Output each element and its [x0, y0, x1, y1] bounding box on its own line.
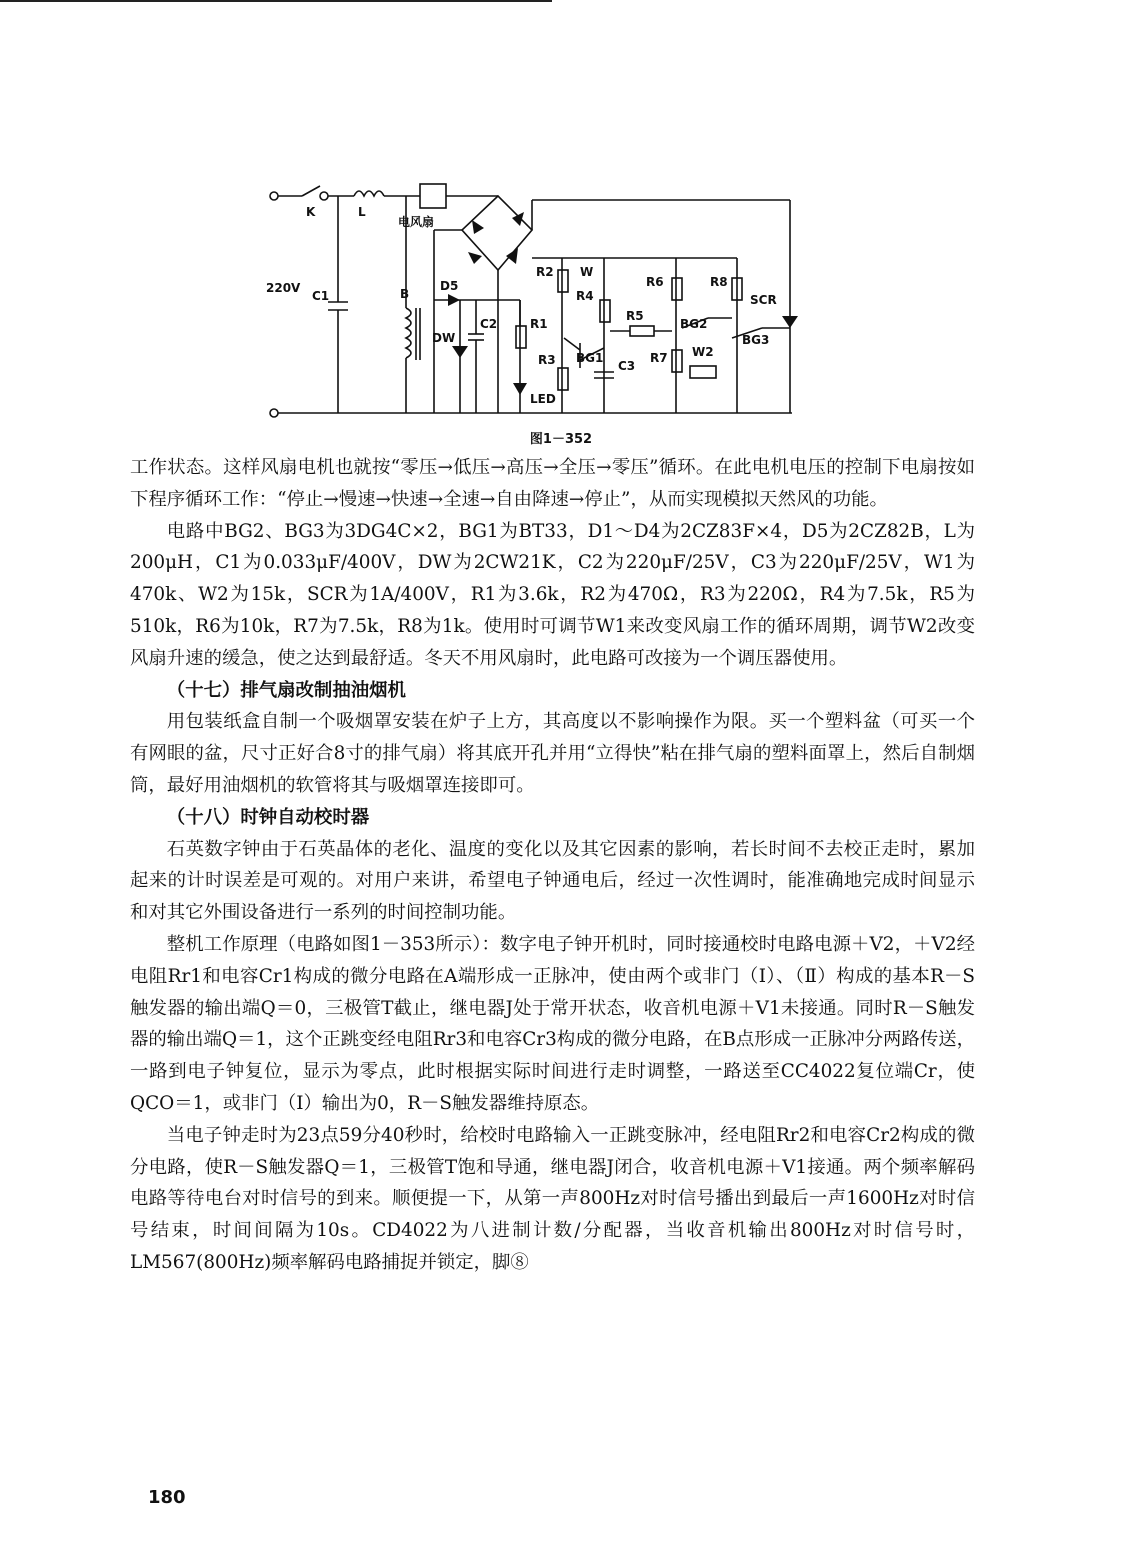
label-d5: D5	[440, 279, 459, 293]
label-c2: C2	[480, 317, 498, 331]
label-r1: R1	[530, 317, 548, 331]
paragraph: 当电子钟走时为23点59分40秒时，给校时电路输入一正跳变脉冲，经电阻Rr2和电容Cr2构成的微分电路，使R－S触发器Q＝1，三极管T饱和导通，继电器J闭合，收音机电源＋V1接通。两个频率解码电路等待电台对时信号的到来。顺便提一下，从第一声800Hz对时信号播出到最后一声1600Hz对时信号结束，时间间隔为10s。CD4022为八进制计数/分配器，当收音机输出800Hz对时信号时，LM567(800Hz)频率解码电路捕捉并锁定，脚⑧	[130, 1124, 975, 1273]
label-c1: C1	[312, 289, 330, 303]
label-scr: SCR	[750, 293, 777, 307]
label-bg3: BG3	[742, 333, 770, 347]
page-number: 180	[148, 1487, 186, 1508]
label-r8: R8	[710, 275, 728, 289]
label-r6: R6	[646, 275, 664, 289]
figure-caption: 图1－352	[529, 432, 593, 447]
label-r7: R7	[650, 351, 668, 365]
label-w: W	[580, 265, 594, 279]
label-bg1: BG1	[576, 351, 604, 365]
label-w2: W2	[692, 345, 714, 359]
label-220v: 220V	[266, 281, 301, 295]
label-fan: 电风扇	[398, 215, 435, 229]
paragraph: 石英数字钟由于石英晶体的老化、温度的变化以及其它因素的影响，若长时间不去校正走时，累加起来的计时误差是可观的。对用户来讲，希望电子钟通电后，经过一次性调时，能准确地完成时间显示和对其它外围设备进行一系列的时间控制功能。	[130, 838, 975, 924]
top-rule	[0, 0, 552, 2]
label-dw: DW	[432, 331, 456, 345]
label-r3: R3	[538, 353, 556, 367]
label-led: LED	[530, 392, 556, 406]
label-l: L	[358, 205, 366, 219]
label-k: K	[306, 205, 316, 219]
label-r5: R5	[626, 309, 644, 323]
paragraph: 整机工作原理（电路如图1－353所示）：数字电子钟开机时，同时接通校时电路电源＋V2，＋V2经电阻Rr1和电容Cr1构成的微分电路在A端形成一正脉冲，使由两个或非门（Ⅰ）、（Ⅱ）构成的基本R－S触发器的输出端Q＝0，三极管T截止，继电器J处于常开状态，收音机电源＋V1未接通。同时R－S触发器的输出端Q＝1，这个正跳变经电阻Rr3和电容Cr3构成的微分电路，在B点形成一正脉冲分两路传送，一路到电子钟复位，显示为零点，此时根据实际时间进行走时调整，一路送至CC4022复位端Cr，使QCO＝1，或非门（Ⅰ）输出为0，R－S触发器维持原态。	[130, 933, 975, 1114]
section-heading: （十七）排气扇改制抽油烟机	[166, 679, 406, 701]
section-heading: （十八）时钟自动校时器	[166, 806, 370, 828]
paragraph: 电路中BG2、BG3为3DG4C×2，BG1为BT33，D1～D4为2CZ83F×4，D5为2CZ82B，L为200μH，C1为0.033μF/400V，DW为2CW21K，C2为220μF/25V，C3为220μF/25V，W1为470k、W2为15k，SCR为1A/400V，R1为3.6k，R2为470Ω，R3为220Ω，R4为7.5k，R5为510k，R6为10k，R7为7.5k，R8为1k。使用时可调节W1来改变风扇工作的循环周期，调节W2改变风扇升速的缓急，使之达到最舒适。冬天不用风扇时，此电路可改接为一个调压器使用。	[130, 520, 975, 669]
paragraph: 工作状态。这样风扇电机也就按“零压→低压→高压→全压→零压”循环。在此电机电压的控制下电扇按如下程序循环工作：“停止→慢速→快速→全速→自由降速→停止”，从而实现模拟天然风的功能。	[130, 457, 975, 510]
circuit-diagram	[262, 178, 802, 423]
body-text	[130, 452, 975, 1279]
label-bg2: BG2	[680, 317, 708, 331]
label-r4: R4	[576, 289, 594, 303]
paragraph: 用包装纸盒自制一个吸烟罩安装在炉子上方，其高度以不影响操作为限。买一个塑料盆（可买一个有网眼的盆，尺寸正好合8寸的排气扇）将其底开孔并用“立得快”粘在排气扇的塑料面罩上，然后自制烟筒，最好用油烟机的软管将其与吸烟罩连接即可。	[130, 711, 975, 796]
label-c3: C3	[618, 359, 636, 373]
label-b: B	[400, 287, 410, 301]
label-r2: R2	[536, 265, 554, 279]
